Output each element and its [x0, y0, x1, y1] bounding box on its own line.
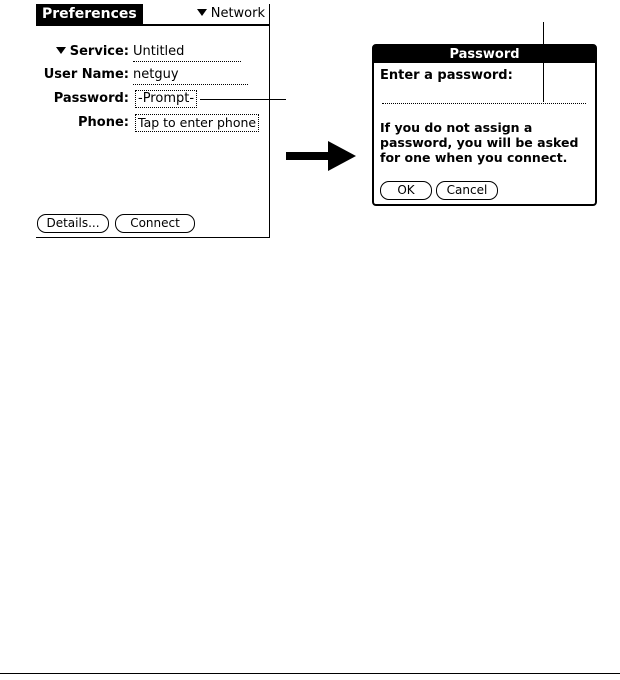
panel-picker-label: Network [210, 6, 265, 21]
ok-button[interactable]: OK [380, 181, 432, 200]
cancel-button[interactable]: Cancel [436, 181, 498, 200]
username-row [36, 66, 269, 84]
dropdown-triangle-icon [197, 9, 207, 16]
password-callout-line [200, 99, 286, 100]
phone-label: Phone: [78, 115, 129, 130]
arrow-head-icon [328, 141, 356, 171]
dialog-prompt: Enter a password: [380, 68, 513, 83]
connect-button[interactable]: Connect [115, 214, 195, 233]
dialog-title: Password [374, 46, 595, 63]
username-field[interactable]: netguy [133, 66, 248, 85]
details-button[interactable]: Details... [37, 214, 109, 233]
dropdown-triangle-icon [56, 47, 66, 54]
username-label: User Name: [43, 67, 129, 82]
app-title: Preferences [36, 4, 143, 24]
input-callout-line [543, 22, 544, 102]
transition-arrow-icon [286, 152, 330, 160]
network-preferences-screen [36, 4, 270, 238]
service-label: Service: [69, 44, 129, 59]
panel-picker[interactable] [197, 4, 265, 24]
password-box[interactable]: -Prompt- [135, 90, 197, 108]
service-picker[interactable] [56, 43, 129, 61]
phone-field[interactable]: Tap to enter phone [135, 114, 259, 132]
password-label: Password: [53, 91, 129, 106]
dialog-message: If you do not assign a password, you will be asked for one when you connect. [380, 120, 579, 165]
password-dialog [372, 44, 597, 206]
service-row [36, 43, 269, 61]
phone-row [36, 114, 269, 132]
title-bar [36, 4, 269, 26]
footer-rule [0, 673, 620, 674]
password-input[interactable] [382, 102, 586, 104]
service-value[interactable]: Untitled [133, 43, 241, 62]
